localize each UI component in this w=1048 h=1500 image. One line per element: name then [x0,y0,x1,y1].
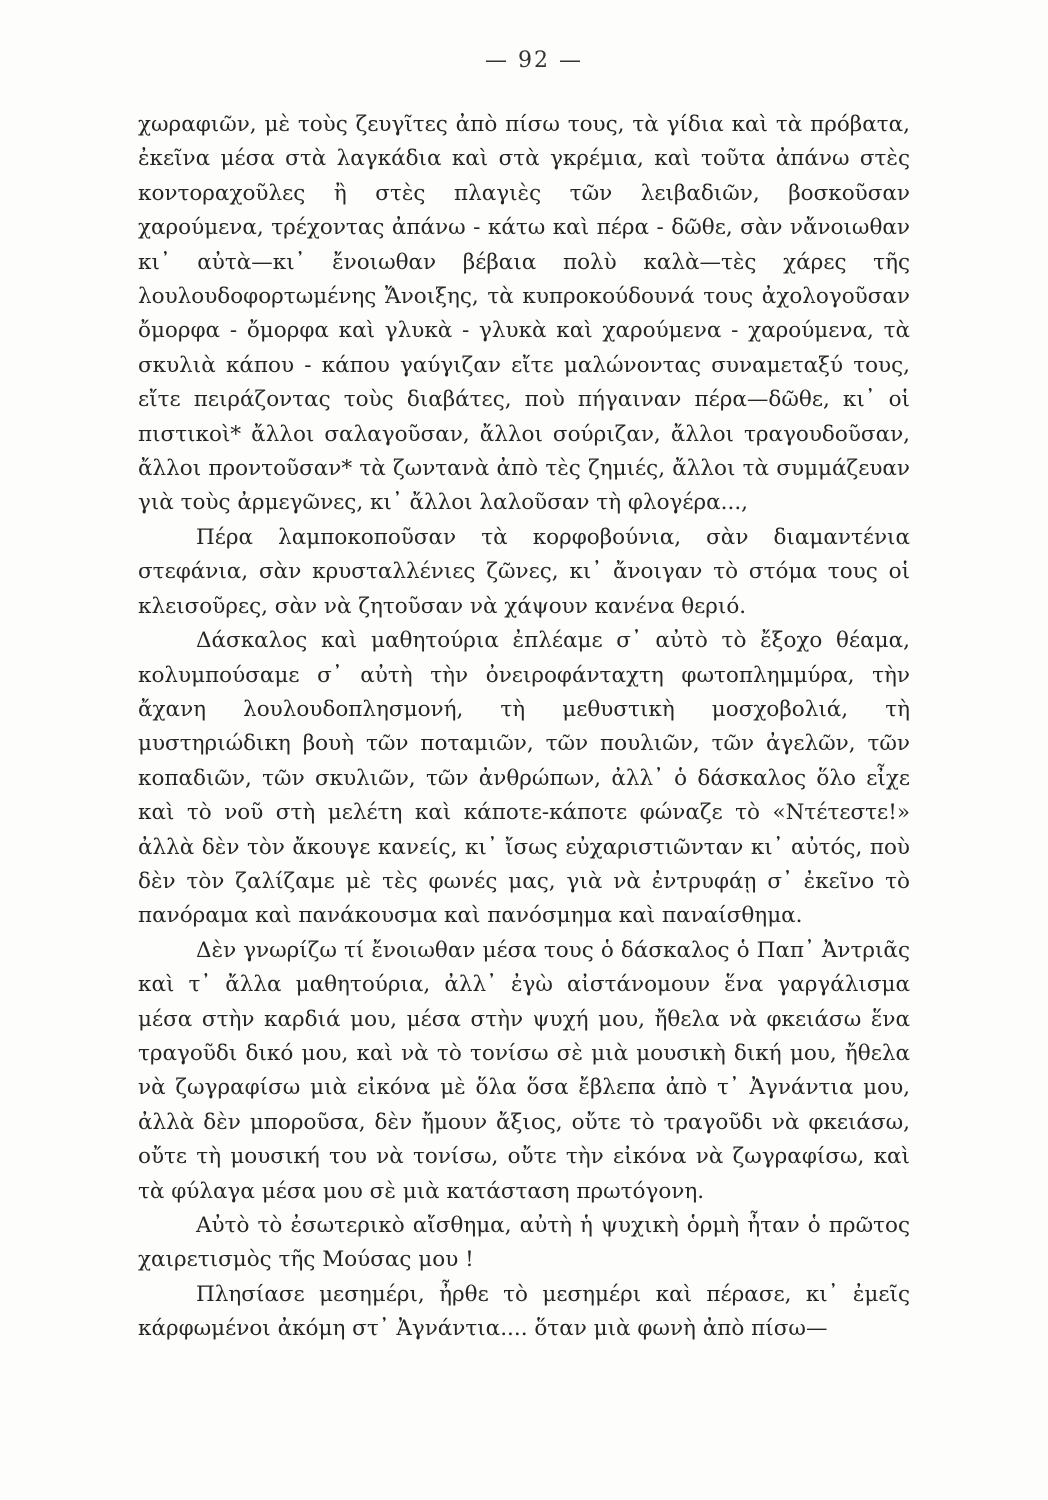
paragraph-continuation: χωραφιῶν, μὲ τοὺς ζευγῖτες ἀπὸ πίσω τους, τὰ γίδια καὶ τὰ πρόβατα, ἐκεῖνα μέσα στὰ λαγκάδια καὶ στὰ γκρέμια, καὶ τοῦτα ἀπάνω στὲς κοντοραχοῦλες ἢ στὲς πλαγιὲς τῶν λειβαδιῶν, βοσκοῦσαν χαρούμενα, τρέχοντας ἀπάνω - κάτω καὶ πέρα - δῶθε, σὰν νἄνοιωθαν κι᾽ αὐτὰ—κι᾽ ἔνοιωθαν βέβαια πολὺ καλὰ—τὲς χάρες τῆς λουλουδοφορτωμένης Ἄνοιξης, τὰ κυπροκούδουνά τους ἀχολογοῦσαν ὄμορφα - ὄμορφα καὶ γλυκὰ - γλυκὰ καὶ χαρούμενα - χαρούμενα, τὰ σκυλιὰ κάπου - κάπου γαύγιζαν εἴτε μαλώνοντας συναμεταξύ τους, εἴτε πειράζοντας τοὺς διαβάτες, ποὺ πήγαιναν πέρα—δῶθε, κι᾽ οἱ πιστικοὶ* ἄλλοι σαλαγοῦσαν, ἄλλοι σούριζαν, ἄλλοι τραγουδοῦσαν, ἄλλοι προντοῦσαν* τὰ ζωντανὰ ἀπὸ τὲς ζημιές, ἄλλοι τὰ συμμάζευαν γιὰ τοὺς ἀρμεγῶνες, κι᾽ ἄλλοι λαλοῦσαν τὴ φλογέρα..., [138,112,910,516]
paragraph: Πέρα λαμποκοποῦσαν τὰ κορφοβούνια, σὰν διαμαντένια στεφάνια, σὰν κρυσταλλένιες ζῶνες, κι᾽ ἄνοιγαν τὸ στόμα τους οἱ κλεισοῦρες, σὰν νὰ ζητοῦσαν νὰ χάψουν κανένα θεριό. [138,524,910,619]
paragraph: Αὐτὸ τὸ ἐσωτερικὸ αἴσθημα, αὐτὴ ἡ ψυχικὴ ὁρμὴ ἦταν ὁ πρῶτος χαιρετισμὸς τῆς Μούσας μου ! [138,1213,910,1273]
body-text [138,108,910,1347]
page-number: — 92 — [485,48,583,73]
paragraph: Πλησίασε μεσημέρι, ἦρθε τὸ μεσημέρι καὶ πέρασε, κι᾽ ἐμεῖς κάρφωμένοι ἀκόμη στ᾽ Ἀγνάντια.... ὅταν μιὰ φωνὴ ἀπὸ πίσω— [138,1281,910,1342]
paragraph: Δάσκαλος καὶ μαθητούρια ἐπλέαμε σ᾽ αὐτὸ τὸ ἔξοχο θέαμα, κολυμπούσαμε σ᾽ αὐτὴ τὴν ὀνειροφάνταχτη φωτοπλημμύρα, τὴν ἄχανη λουλουδοπλησμονή, τὴ μεθυστικὴ μοσχοβολιά, τὴ μυστηριώδικη βουὴ τῶν ποταμιῶν, τῶν πουλιῶν, τῶν ἀγελῶν, τῶν κοπαδιῶν, τῶν σκυλιῶν, τῶν ἀνθρώπων, ἀλλ᾽ ὁ δάσκαλος ὅλο εἶχε καὶ τὸ νοῦ στὴ μελέτη καὶ κάποτε-κάποτε φώναζε τὸ «Ντέτεστε!» ἀλλὰ δὲν τὸν ἄκουγε κανείς, κι᾽ ἴσως εὐχαριστιῶνταν κι᾽ αὐτός, ποὺ δὲν τὸν ζαλίζαμε μὲ τὲς φωνές μας, γιὰ νὰ ἐντρυφάῃ σ᾽ ἐκεῖνο τὸ πανόραμα καὶ πανάκουσμα καὶ πανόσμημα καὶ παναίσθημα. [138,628,910,929]
paragraph: Δὲν γνωρίζω τί ἔνοιωθαν μέσα τους ὁ δάσκαλος ὁ Παπ᾽ Ἀντριᾶς καὶ τ᾽ ἄλλα μαθητούρια, ἀλλ᾽ ἐγὼ αἰστάνομουν ἕνα γαργάλισμα μέσα στὴν καρδιά μου, μέσα στὴν ψυχή μου, ἤθελα νὰ φκειάσω ἕνα τραγοῦδι δικό μου, καὶ νὰ τὸ τονίσω σὲ μιὰ μουσικὴ δική μου, ἤθελα νὰ ζωγραφίσω μιὰ εἰκόνα μὲ ὅλα ὅσα ἔβλεπα ἀπὸ τ᾽ Ἀγνάντια μου, ἀλλὰ δὲν μποροῦσα, δὲν ἤμουν ἄξιος, οὔτε τὸ τραγοῦδι νὰ φκειάσω, οὔτε τὴ μουσική του νὰ τονίσω, οὔτε τὴν εἰκόνα νὰ ζωγραφίσω, καὶ τὰ φύλαγα μέσα μου σὲ μιὰ κατάσταση πρωτόγονη. [138,937,910,1204]
